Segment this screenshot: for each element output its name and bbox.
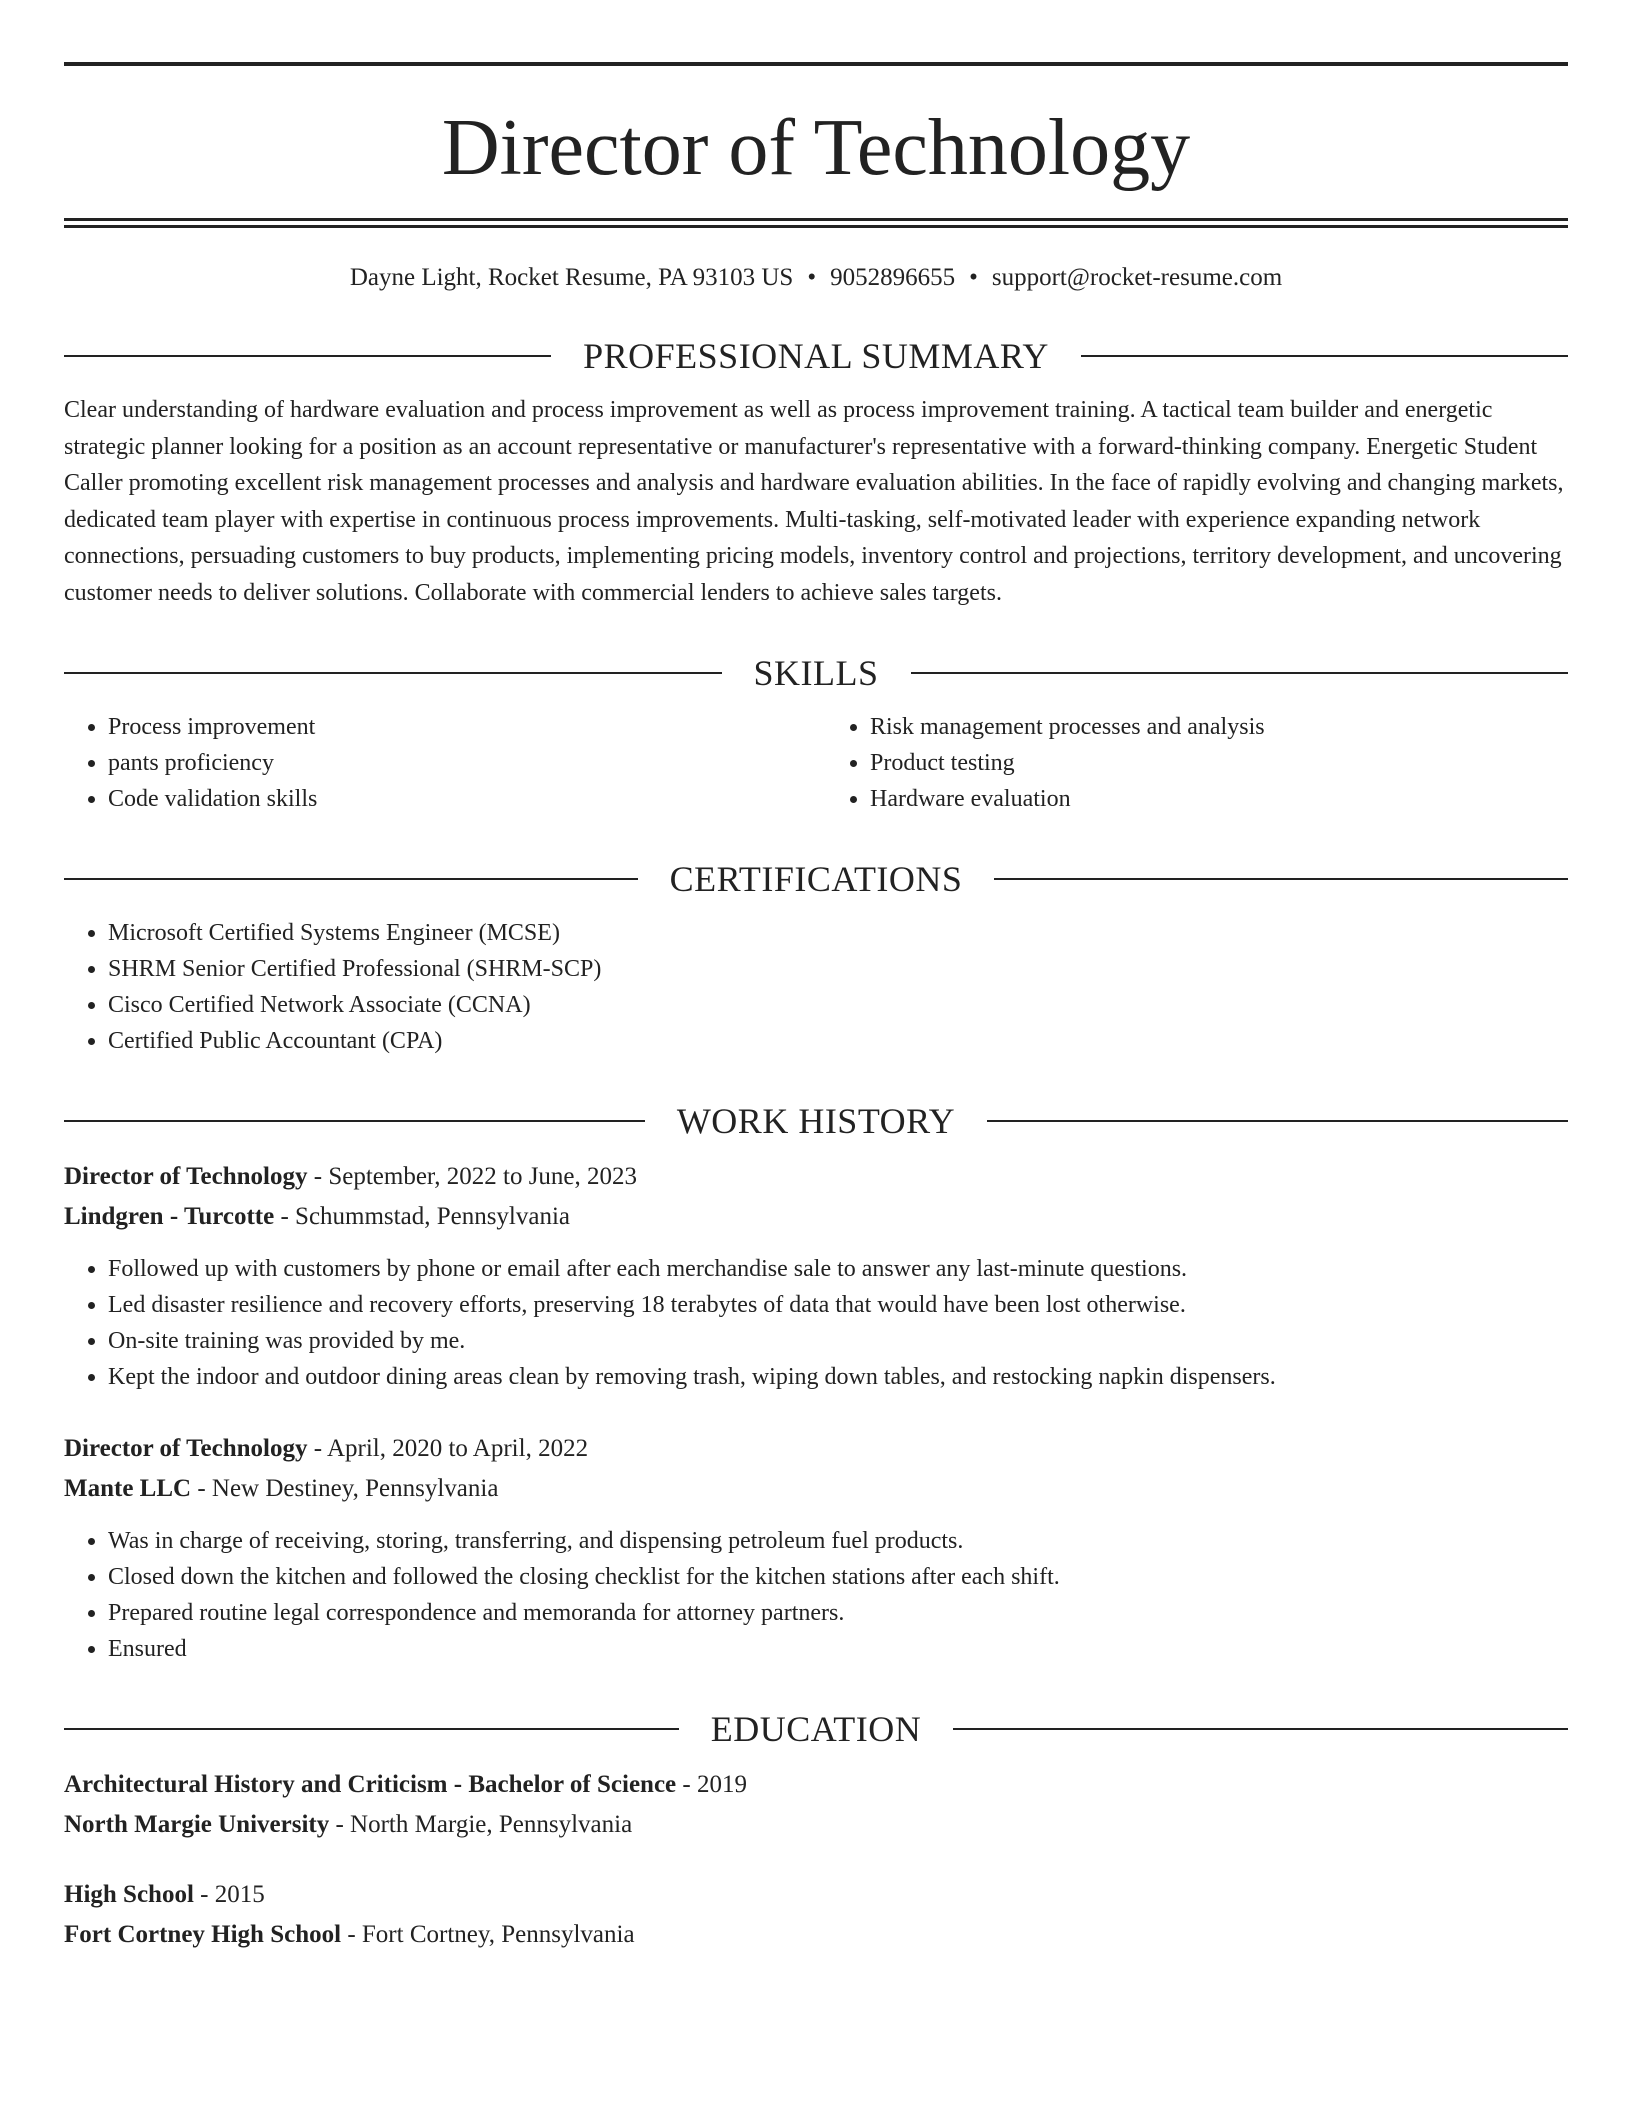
summary-text: Clear understanding of hardware evaluation and process improvement as well as process improvement training. A tactical team builder and energetic strategic planner looking for a position as an account representative or manufacturer's representative with a forward-thinking company. Energetic Student Caller promoting excellent risk management processes and analysis and hardware evaluation abilities. In the face of rapidly evolving and changing markets, dedicated team player with expertise in continuous process improvements. Multi-tasking, self-motivated leader with experience expanding network connections, persuading customers to buy products, implementing pricing models, inventory control and projections, territory development, and uncovering customer needs to deliver solutions. Collaborate with commercial lenders to achieve sales targets. xyxy=(64,397,1564,606)
skills-section-header xyxy=(64,651,1568,695)
skills-column-right xyxy=(826,709,1568,817)
education-degree: High School xyxy=(64,1881,194,1908)
contact-phone: 9052896655 xyxy=(830,264,956,291)
job-title-line xyxy=(64,1157,1568,1197)
education-section-header xyxy=(64,1707,1568,1751)
education-location: - Fort Cortney, Pennsylvania xyxy=(341,1921,635,1948)
job-company-line xyxy=(64,1469,1568,1509)
section-rule-left xyxy=(64,878,638,880)
job-entry xyxy=(64,1157,1568,1395)
skills-list xyxy=(64,709,1568,817)
section-rule-right xyxy=(1081,355,1568,357)
job-bullet: • Closed down the kitchen and followed the closing checklist for the kitchen stations after each shift. xyxy=(108,1559,1568,1595)
skill-item: • Risk management processes and analysis xyxy=(870,709,1568,745)
title-double-rule xyxy=(64,218,1568,228)
education-school: Fort Cortney High School xyxy=(64,1921,342,1948)
section-rule-right xyxy=(994,878,1568,880)
certifications-heading: CERTIFICATIONS xyxy=(669,859,963,899)
job-company-line xyxy=(64,1197,1568,1237)
education-entry xyxy=(64,1875,1568,1955)
certification-item: • Certified Public Accountant (CPA) xyxy=(108,1023,1568,1059)
education-school-line xyxy=(64,1915,1568,1955)
section-rule-right xyxy=(911,672,1569,674)
education-entry xyxy=(64,1765,1568,1845)
section-rule-left xyxy=(64,1120,645,1122)
certification-item: • Cisco Certified Network Associate (CCNA) xyxy=(108,987,1568,1023)
job-bullet: • Kept the indoor and outdoor dining areas clean by removing trash, wiping down tables, and restocking napkin dispensers. xyxy=(108,1359,1568,1395)
education-degree: Architectural History and Criticism - Bachelor of Science xyxy=(64,1771,677,1798)
job-company: Lindgren - Turcotte xyxy=(64,1203,275,1230)
certification-item: • SHRM Senior Certified Professional (SHRM-SCP) xyxy=(108,951,1568,987)
job-location: - Schummstad, Pennsylvania xyxy=(274,1203,571,1230)
job-dates: - April, 2020 to April, 2022 xyxy=(307,1435,589,1462)
job-dates: - September, 2022 to June, 2023 xyxy=(307,1163,638,1190)
skill-item: • Product testing xyxy=(870,745,1568,781)
education-location: - North Margie, Pennsylvania xyxy=(329,1811,633,1838)
contact-email: support@rocket-resume.com xyxy=(991,264,1283,291)
top-rule xyxy=(64,62,1568,66)
job-bullet: • Followed up with customers by phone or email after each merchandise sale to answer any last-minute questions. xyxy=(108,1251,1568,1287)
resume-page xyxy=(64,62,1568,1955)
job-bullet: • Prepared routine legal correspondence and memoranda for attorney partners. xyxy=(108,1595,1568,1631)
job-company: Mante LLC xyxy=(64,1475,192,1502)
education-heading: EDUCATION xyxy=(710,1709,922,1749)
section-rule-right xyxy=(987,1120,1568,1122)
education-school: North Margie University xyxy=(64,1811,330,1838)
job-title: Director of Technology xyxy=(64,1435,308,1462)
education-school-line xyxy=(64,1805,1568,1845)
job-title-line xyxy=(64,1429,1568,1469)
work-history-heading: WORK HISTORY xyxy=(676,1101,956,1141)
contact-separator: • xyxy=(969,264,978,291)
skills-heading: SKILLS xyxy=(753,653,879,693)
work-history-section-header xyxy=(64,1099,1568,1143)
contact-separator: • xyxy=(807,264,817,291)
education-degree-line xyxy=(64,1875,1568,1915)
job-bullet: • On-site training was provided by me. xyxy=(108,1323,1568,1359)
contact-line xyxy=(64,262,1568,294)
resume-title: Director of Technology xyxy=(441,104,1191,192)
education-year: - 2019 xyxy=(676,1771,747,1798)
section-rule-right xyxy=(953,1728,1568,1730)
skill-item: • Process improvement xyxy=(108,709,806,745)
education-year: - 2015 xyxy=(193,1881,265,1908)
section-rule-left xyxy=(64,355,551,357)
skill-item: • Code validation skills xyxy=(108,781,806,817)
section-rule-left xyxy=(64,1728,679,1730)
education-degree-line xyxy=(64,1765,1568,1805)
certification-item: • Microsoft Certified Systems Engineer (MCSE) xyxy=(108,915,1568,951)
summary-heading: PROFESSIONAL SUMMARY xyxy=(583,336,1049,376)
certifications-section-header xyxy=(64,857,1568,901)
job-bullets xyxy=(64,1251,1568,1395)
summary-section-header xyxy=(64,334,1568,378)
contact-address: Dayne Light, Rocket Resume, PA 93103 US xyxy=(349,264,794,291)
skill-item: • Hardware evaluation xyxy=(870,781,1568,817)
job-bullets xyxy=(64,1523,1568,1667)
job-location: - New Destiney, Pennsylvania xyxy=(191,1475,499,1502)
job-title: Director of Technology xyxy=(64,1163,308,1190)
job-bullet: • Was in charge of receiving, storing, transferring, and dispensing petroleum fuel products. xyxy=(108,1523,1568,1559)
section-rule-left xyxy=(64,672,722,674)
job-entry xyxy=(64,1429,1568,1667)
skills-column-left xyxy=(64,709,806,817)
job-bullet: • Ensured xyxy=(108,1631,1568,1667)
skill-item: • pants proficiency xyxy=(108,745,806,781)
job-bullet: • Led disaster resilience and recovery efforts, preserving 18 terabytes of data that would have been lost otherwise. xyxy=(108,1287,1568,1323)
certifications-list xyxy=(64,915,1568,1059)
